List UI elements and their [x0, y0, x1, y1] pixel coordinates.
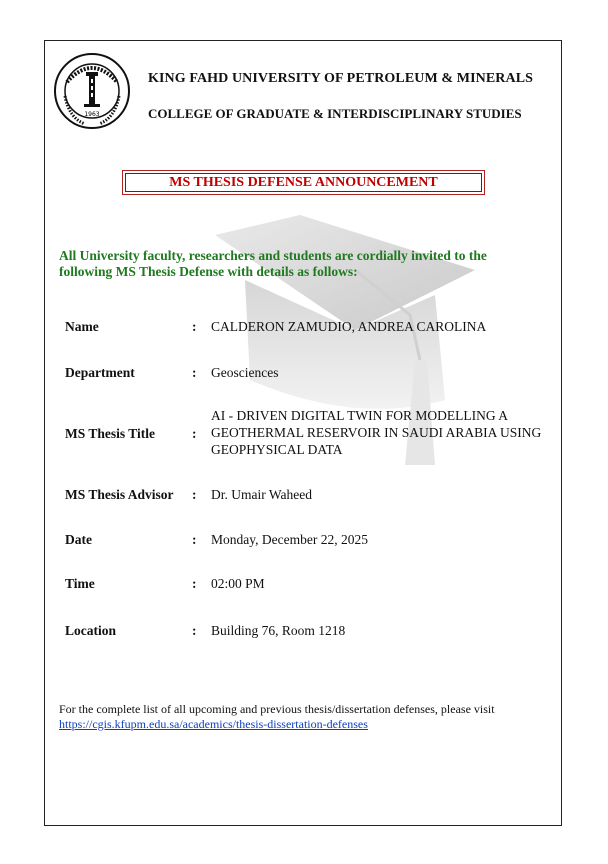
university-seal-logo — [53, 52, 131, 130]
svg-text:1963: 1963 — [84, 111, 100, 118]
seal-emblem-icon — [53, 52, 131, 130]
detail-value: Building 76, Room 1218 — [211, 623, 346, 638]
detail-value: AI - DRIVEN DIGITAL TWIN FOR MODELLING A GEOTHERMAL RESERVOIR IN SAUDI ARABIA USING GEOPHYSICAL DATA — [211, 408, 542, 457]
detail-label: Department — [65, 365, 135, 380]
detail-value: Monday, December 22, 2025 — [211, 532, 368, 547]
college-name: COLLEGE OF GRADUATE & INTERDISCIPLINARY STUDIES — [148, 106, 522, 121]
detail-separator: : — [192, 319, 197, 334]
university-name: KING FAHD UNIVERSITY OF PETROLEUM & MINERALS — [148, 71, 534, 86]
defenses-list-link[interactable]: https://cgis.kfupm.edu.sa/academics/thesis-dissertation-defenses — [59, 717, 368, 731]
detail-separator: : — [192, 426, 197, 441]
detail-separator: : — [192, 532, 197, 547]
detail-label: Location — [65, 623, 117, 638]
detail-label: Name — [65, 319, 99, 334]
detail-value: Dr. Umair Waheed — [211, 487, 313, 502]
footer-note: For the complete list of all upcoming and previous thesis/dissertation defenses, please visit — [59, 702, 495, 716]
invitation-text: All University faculty, researchers and students are cordially invited to the following MS Thesis Defense with details as follows: — [59, 248, 487, 279]
detail-separator: : — [192, 365, 197, 380]
detail-label: MS Thesis Title — [65, 426, 156, 441]
detail-separator: : — [192, 487, 197, 502]
detail-label: Time — [65, 576, 95, 591]
detail-value: CALDERON ZAMUDIO, ANDREA CAROLINA — [211, 319, 487, 334]
detail-label: Date — [65, 532, 92, 547]
detail-label: MS Thesis Advisor — [65, 487, 174, 502]
detail-separator: : — [192, 576, 197, 591]
detail-value: Geosciences — [211, 365, 279, 380]
detail-separator: : — [192, 623, 197, 638]
announcement-title: MS THESIS DEFENSE ANNOUNCEMENT — [125, 173, 482, 192]
announcement-banner — [122, 170, 485, 195]
detail-value: 02:00 PM — [211, 576, 265, 591]
